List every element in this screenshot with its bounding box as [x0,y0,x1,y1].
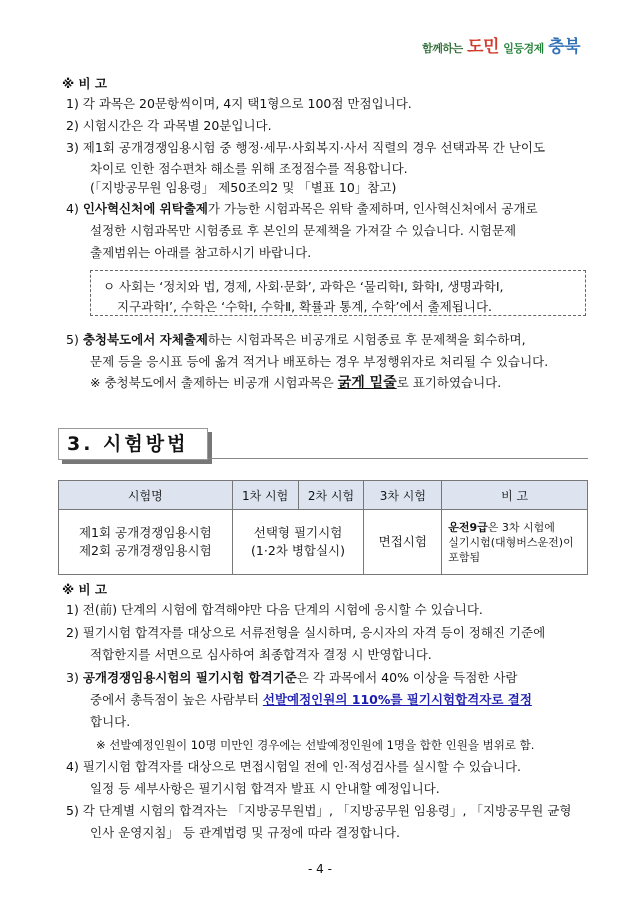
written-exam-cell [232,510,364,575]
remark-item [66,668,517,688]
bold-text: 인사혁신처에 위탁출제 [82,201,208,216]
written-exam-note: (1·2차 병합실시) [251,543,345,558]
table-header: 3차 시험 [364,481,442,510]
item-number: 3) [66,670,83,685]
remark-item-cont: 설정한 시험과목만 시험종료 후 본인의 문제책을 가져갈 수 있습니다. 시험문제 [90,223,517,238]
written-exam-type: 선택형 필기시험 [253,525,343,540]
underlined-text: 굵게 밑줄 [337,375,397,391]
item-number: 5) [66,332,83,347]
note-line [448,520,586,535]
remark-item-cont: (「지방공무원 임용령」 제50조의2 및 「별표 10」참고) [90,180,397,195]
remark-item: 1) 전(前) 단계의 시험에 합격해야만 다음 단계의 시험에 응시할 수 있습니다. [66,602,483,617]
exam-name: 제1회 공개경쟁임용시험 [78,525,212,540]
remark-note [90,373,501,393]
remark-item [66,330,526,350]
remark-item: 3) 제1회 공개경쟁임용시험 중 행정·세무·사회복지·사서 직렬의 경우 선택과목 간 난이도 [66,140,546,155]
note-cell [442,510,588,575]
remark-item: 2) 필기시험 합격자를 대상으로 서류전형을 실시하며, 응시자의 자격 등이 정해진 기준에 [66,625,546,640]
item-text: 가 가능한 시험과목은 위탁 출제하며, 인사혁신처에서 공개로 [207,201,538,216]
table-header-row [59,481,588,510]
note-line: 포함됨 [448,550,481,564]
note-line: 실기시험(대형버스운전)이 [448,535,574,549]
item-text: 중에서 총득점이 높은 사람부터 [90,692,263,707]
interview-cell: 면접시험 [364,510,442,575]
logo-text-4: 충북 [548,37,580,57]
remark-item: 1) 각 과목은 20문항씩이며, 4지 택1형으로 100점 만점입니다. [66,96,412,111]
item-text: 은 각 과목에서 40% 이상을 득점한 사람 [296,670,518,685]
table-header: 1차 시험 [232,481,298,510]
remark-item-cont: 출제범위는 아래를 참고하시기 바랍니다. [90,245,312,260]
scope-line: 지구과학Ⅰ’, 수학은 ‘수학Ⅰ, 수학Ⅱ, 확률과 통계, 수학’에서 출제됩니다. [117,299,493,314]
scope-line: ㅇ 사회는 ‘정치와 법, 경제, 사회·문화’, 과학은 ‘물리학Ⅰ, 화학Ⅰ, 생명과학Ⅰ, [103,279,504,294]
logo-text-2: 도민 [467,37,499,57]
underlined-text: 선발예정인원의 110%를 필기시험합격자로 결정 [262,692,532,707]
bold-text: 충청북도에서 자체출제 [82,332,208,347]
remark-item-cont: 문제 등을 응시표 등에 옮겨 적거나 배포하는 경우 부정행위자로 처리될 수 있습니다. [90,354,549,369]
item-text: 하는 시험과목은 비공개로 시험종료 후 문제책을 회수하며, [207,332,526,347]
table-row [59,510,588,575]
note-text: ※ 충청북도에서 출제하는 비공개 시험과목은 [90,375,338,390]
table-header: 비 고 [442,481,588,510]
slogan-logo [422,32,580,57]
remarks-heading: ※ 비 고 [62,582,108,597]
section-title: 3. 시험방법 [58,428,208,460]
note-text: 로 표기하였습니다. [396,375,502,390]
section-divider [208,458,588,459]
remark-item-cont: 인사 운영지침」 등 관계법령 및 규정에 따라 결정합니다. [90,825,400,840]
subject-scope-box [90,270,586,316]
remark-item-cont: 일정 등 세부사항은 필기시험 합격자 발표 시 안내할 예정입니다. [90,781,440,796]
bold-text: 운전9급 [448,520,488,534]
remark-item: 2) 시험시간은 각 과목별 20분입니다. [66,118,272,133]
remark-item-cont [90,690,532,710]
remark-item [66,199,538,219]
remark-item: 4) 필기시험 합격자를 대상으로 면접시험일 전에 인·적성검사를 실시할 수 있습니다. [66,759,522,774]
logo-text-1: 함께하는 [422,42,463,55]
note-text: 은 3차 시험에 [487,520,555,534]
remarks-heading: ※ 비 고 [62,76,108,91]
remark-item-cont: 합니다. [90,714,131,729]
exam-method-table [58,480,588,575]
remark-item-cont: 차이로 인한 점수편차 해소를 위해 조정점수를 적용합니다. [90,161,408,176]
logo-text-3: 일등경제 [503,42,544,55]
exam-name-cell [59,510,233,575]
remark-item: 5) 각 단계별 시험의 합격자는 「지방공무원법」, 「지방공무원 임용령」, 「지방공무원 균형 [66,803,572,818]
bold-text: 공개경쟁임용시험의 필기시험 합격기준 [82,670,297,685]
remark-item-cont: 적합한지를 서면으로 심사하여 최종합격자 결정 시 반영합니다. [90,647,432,662]
table-header: 시험명 [59,481,233,510]
table-header: 2차 시험 [298,481,364,510]
page-number: - 4 - [308,862,332,876]
exam-name: 제2회 공개경쟁임용시험 [78,543,212,558]
remark-note: ※ 선발예정인원이 10명 미만인 경우에는 선발예정인원에 1명을 합한 인원을 범위로 함. [96,738,535,752]
item-number: 4) [66,201,83,216]
